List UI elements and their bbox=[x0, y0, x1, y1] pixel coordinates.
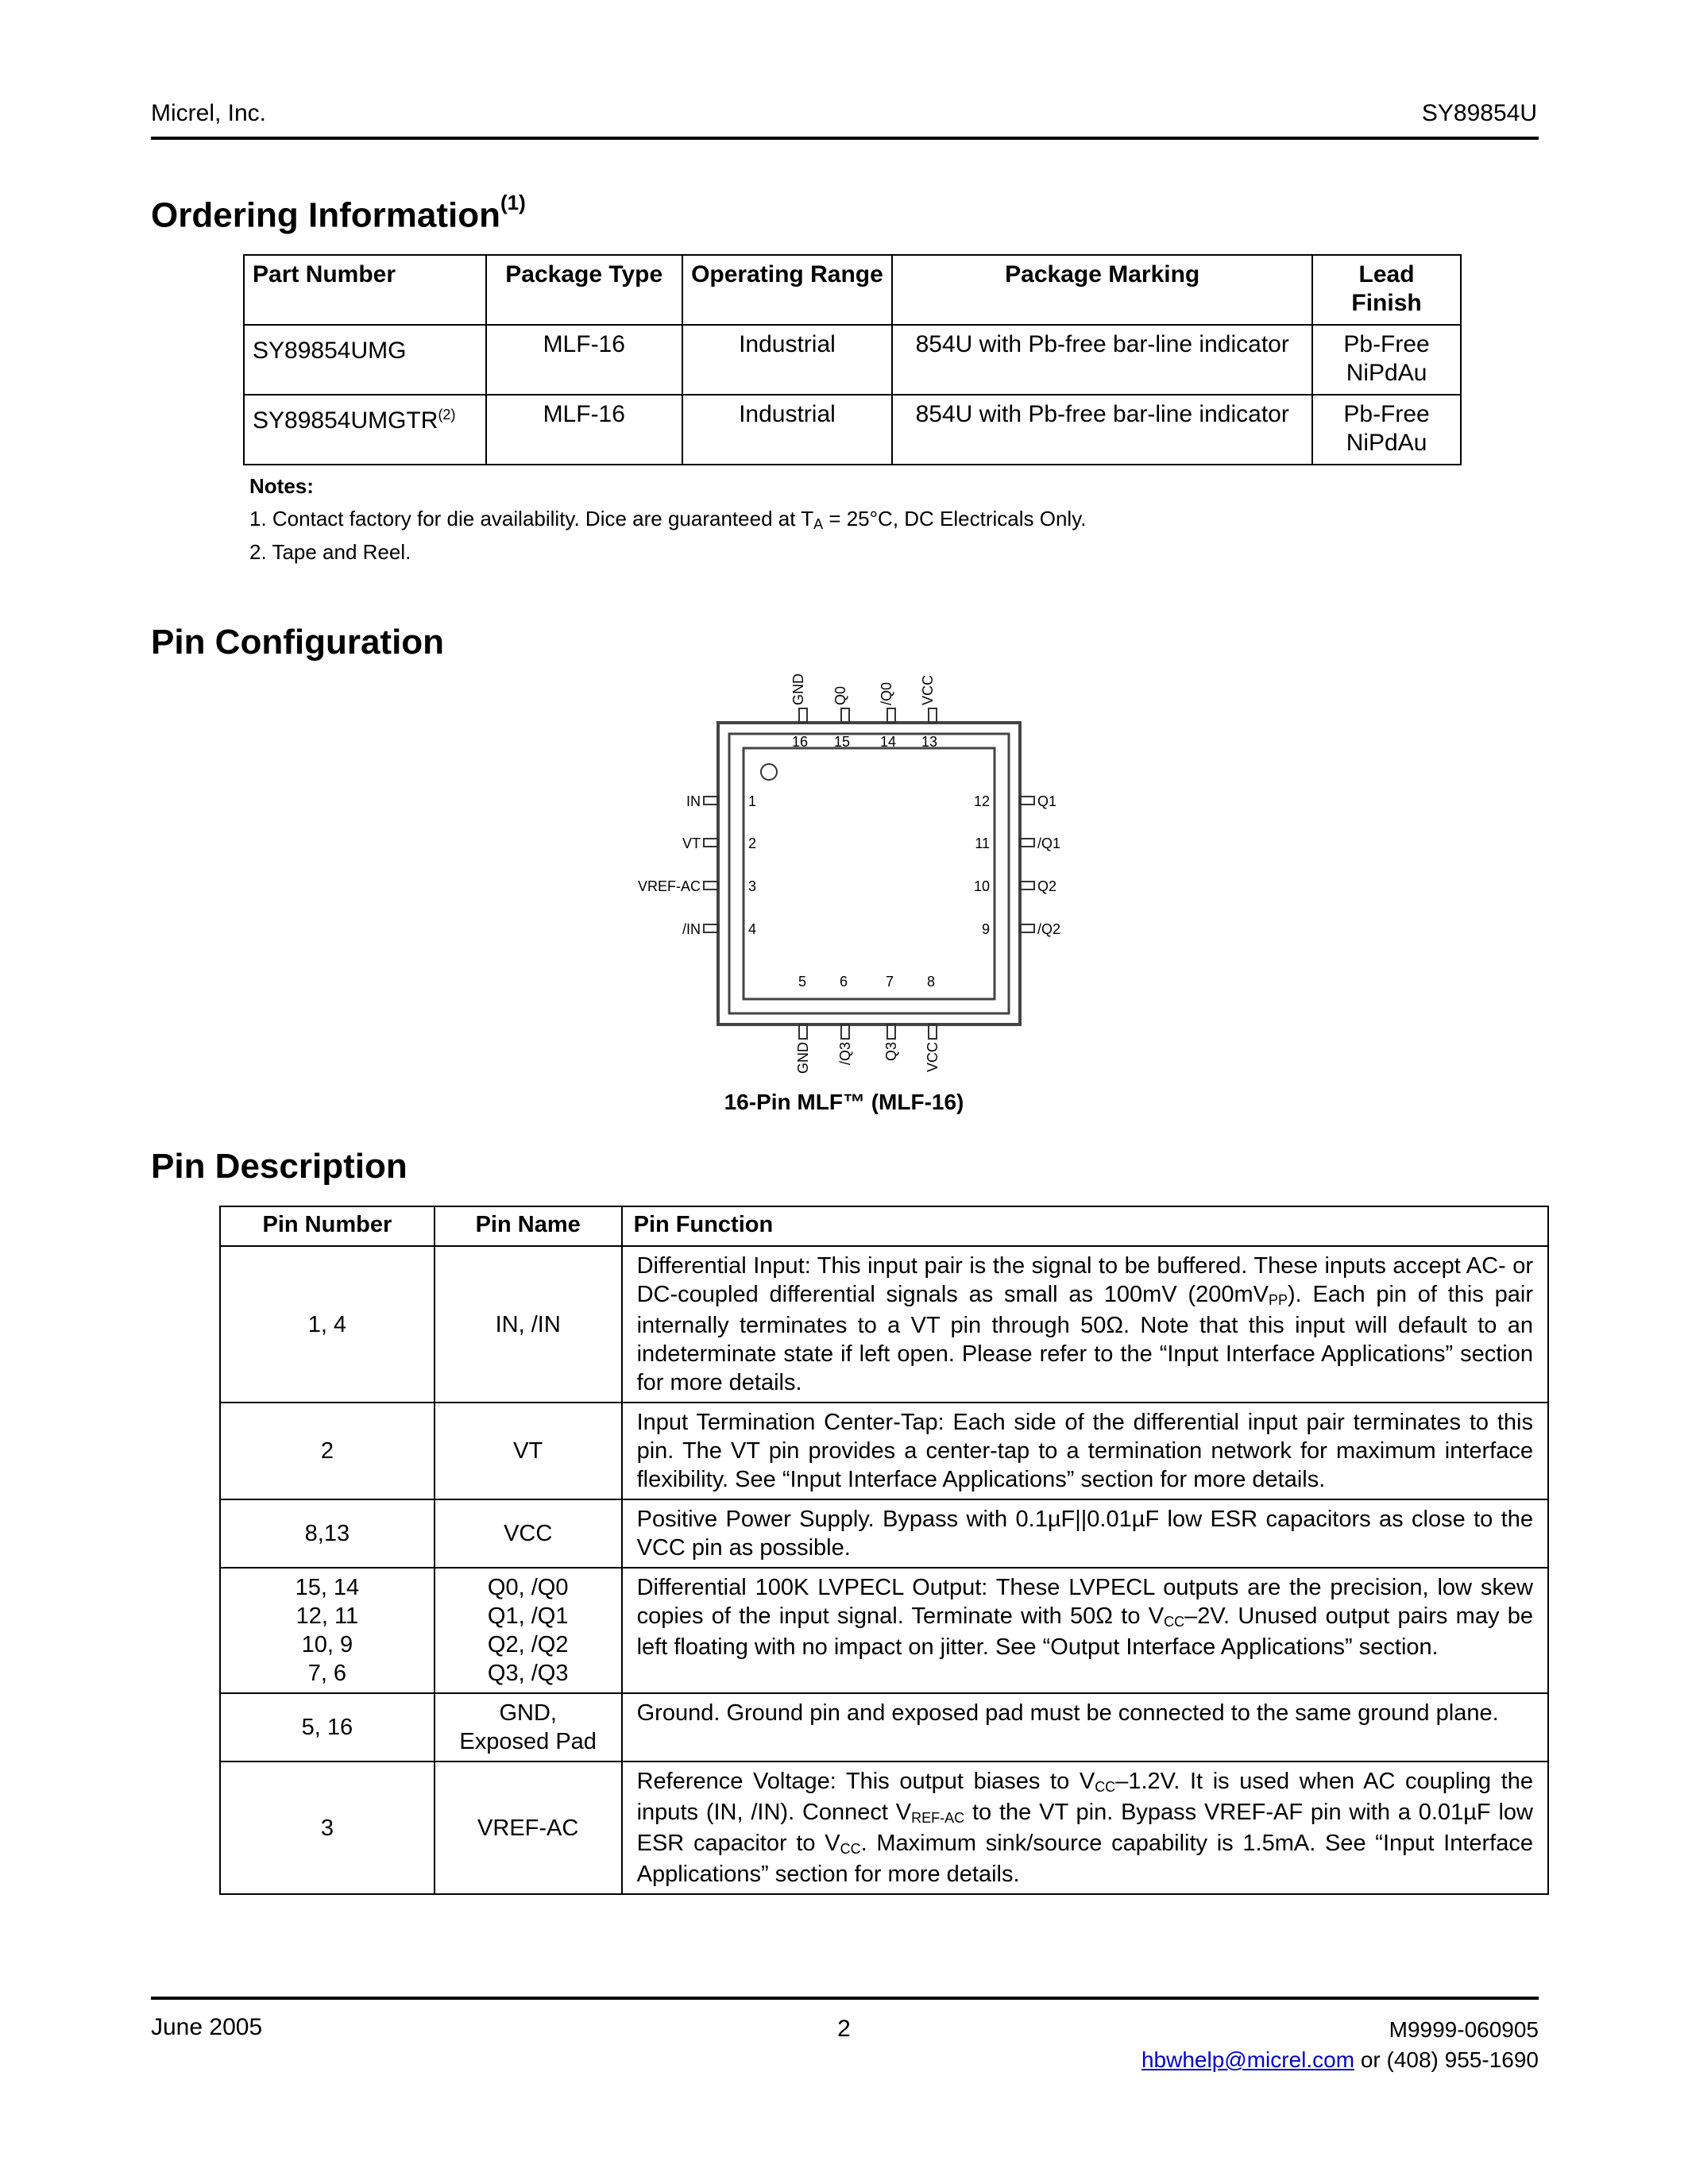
pin-description-title: Pin Description bbox=[151, 1147, 408, 1186]
cell-finish: Pb-Free NiPdAu bbox=[1312, 395, 1461, 465]
die-pad-outline bbox=[744, 748, 995, 999]
pin-number: 3 bbox=[748, 878, 757, 894]
pin-number: 16 bbox=[792, 734, 809, 750]
cell-pin-number: 3 bbox=[220, 1761, 435, 1894]
cell-marking: 854U with Pb-free bar-line indicator bbox=[892, 325, 1312, 395]
pin-pad bbox=[929, 1024, 937, 1039]
cell-marking: 854U with Pb-free bar-line indicator bbox=[892, 395, 1312, 465]
pin-label: /Q0 bbox=[879, 681, 894, 705]
pin-label: VT bbox=[682, 835, 701, 851]
cell-finish: Pb-Free NiPdAu bbox=[1312, 325, 1461, 395]
cell-pin-name: GND, Exposed Pad bbox=[435, 1693, 622, 1761]
pin-label: /Q1 bbox=[1037, 835, 1061, 851]
pin1-indicator bbox=[761, 764, 777, 780]
pin-label: VCC bbox=[925, 1042, 941, 1073]
cell-pin-function: Reference Voltage: This output biases to VCC–1.2V. It is used when AC coupling the inputs (IN, /IN). Connect VREF-AC to the VT pin. Bypass VREF-AF pin with a 0.01µF low ESR capacitor to VCC. Maximum sink/source capability is 1.5mA. See “Input Interface Applications” section for more details. bbox=[622, 1761, 1548, 1894]
pin-number: 10 bbox=[973, 878, 990, 894]
pin-label: /IN bbox=[682, 921, 701, 937]
table-row bbox=[244, 325, 1461, 395]
pin-pad bbox=[704, 924, 718, 932]
pin-number: 12 bbox=[973, 793, 990, 809]
pin-diagram-caption: 16-Pin MLF™ (MLF-16) bbox=[724, 1090, 964, 1114]
pin-description-table bbox=[219, 1206, 1549, 1895]
pin-pad bbox=[841, 708, 849, 723]
pin-number: 6 bbox=[840, 974, 848, 990]
pin-pad bbox=[1020, 924, 1034, 932]
pin-label: Q3 bbox=[883, 1042, 899, 1062]
footer-date: June 2005 bbox=[151, 2014, 263, 2040]
package-outline bbox=[718, 723, 1020, 1024]
pin-label: VCC bbox=[920, 674, 936, 705]
cell-pin-number: 15, 14 12, 11 10, 9 7, 6 bbox=[220, 1568, 435, 1693]
pin-pad bbox=[799, 1024, 807, 1039]
pin-pad bbox=[799, 708, 807, 723]
pin-pad bbox=[887, 1024, 895, 1039]
pin-pad bbox=[1020, 797, 1034, 805]
note-2: 2. Tape and Reel. bbox=[249, 540, 411, 564]
col-package-marking: Package Marking bbox=[892, 255, 1312, 325]
col-pin-name: Pin Name bbox=[435, 1206, 622, 1246]
pin-number: 8 bbox=[927, 974, 936, 990]
page-number: 2 bbox=[837, 2016, 851, 2042]
table-row bbox=[220, 1693, 1548, 1761]
footer-divider bbox=[151, 1997, 1539, 2000]
table-row bbox=[220, 1246, 1548, 1403]
cell-pin-name: VT bbox=[435, 1403, 622, 1499]
cell-pin-number: 1, 4 bbox=[220, 1246, 435, 1403]
cell-pin-function: Ground. Ground pin and exposed pad must be connected to the same ground plane. bbox=[622, 1693, 1548, 1761]
pin-number: 11 bbox=[975, 835, 990, 851]
pin-number: 14 bbox=[880, 734, 897, 750]
col-operating-range: Operating Range bbox=[682, 255, 893, 325]
pin-pad bbox=[704, 882, 718, 889]
header-divider bbox=[151, 137, 1539, 140]
header-part-number: SY89854U bbox=[1421, 100, 1537, 126]
pin-label: /Q2 bbox=[1037, 921, 1061, 937]
col-package-type: Package Type bbox=[486, 255, 682, 325]
cell-pin-name: IN, /IN bbox=[435, 1246, 622, 1403]
table-row bbox=[220, 1761, 1548, 1894]
table-row bbox=[220, 1499, 1548, 1568]
pin-pad bbox=[929, 708, 937, 723]
ordering-title: Ordering Information$^{(1)}$ bbox=[151, 191, 526, 235]
cell-pin-name: VCC bbox=[435, 1499, 622, 1568]
cell-package: MLF-16 bbox=[486, 325, 682, 395]
pin-label: Q2 bbox=[1037, 878, 1057, 894]
note-1: 1. Contact factory for die availability. Dice are guaranteed at TA = 25°C, DC Electricals Only. bbox=[249, 507, 1087, 532]
cell-pin-name: VREF-AC bbox=[435, 1761, 622, 1894]
cell-pin-name: Q0, /Q0 Q1, /Q1 Q2, /Q2 Q3, /Q3 bbox=[435, 1568, 622, 1693]
top-pins bbox=[790, 673, 937, 750]
table-row bbox=[220, 1403, 1548, 1499]
header-company: Micrel, Inc. bbox=[151, 100, 267, 126]
pin-header-row bbox=[220, 1206, 1548, 1246]
pin-label: GND bbox=[795, 1042, 811, 1074]
cell-pin-function: Input Termination Center-Tap: Each side of the differential input pair terminates to this pin. The VT pin provides a center-tap to a termination network for maximum interface flexibility. See “Input Interface Applications” section for more details. bbox=[622, 1403, 1548, 1499]
pin-number: 9 bbox=[981, 921, 990, 937]
pin-label: Q0 bbox=[832, 685, 848, 705]
table-row bbox=[220, 1568, 1548, 1693]
pin-pad bbox=[704, 839, 718, 847]
pin-label: GND bbox=[790, 673, 806, 705]
package-inner-outline bbox=[729, 734, 1009, 1013]
cell-pin-number: 2 bbox=[220, 1403, 435, 1499]
cell-part: SY89854UMG bbox=[244, 325, 486, 395]
footer-contact: hbwhelp@micrel.com or (408) 955-1690 bbox=[1141, 2047, 1539, 2072]
pin-number: 2 bbox=[748, 835, 757, 851]
left-pins bbox=[638, 793, 756, 937]
pin-number: 13 bbox=[921, 734, 938, 750]
cell-pin-function: Positive Power Supply. Bypass with 0.1µF||0.01µF low ESR capacitors as close to the VCC pin as possible. bbox=[622, 1499, 1548, 1568]
footer-doc-number: M9999-060905 bbox=[1389, 2017, 1539, 2042]
notes-title: Notes: bbox=[249, 474, 314, 498]
pin-pad bbox=[1020, 839, 1034, 847]
col-part-number: Part Number bbox=[244, 255, 486, 325]
pin-number: 4 bbox=[748, 921, 757, 937]
pin-diagram bbox=[620, 667, 1064, 1080]
ordering-header-row bbox=[244, 255, 1461, 325]
pin-pad bbox=[1020, 882, 1034, 889]
cell-pin-function: Differential Input: This input pair is the signal to be buffered. These inputs accept AC- or DC-coupled differential signals as small as 100mV (200mVPP). Each pin of this pair internally terminates to a VT pin through 50Ω. Note that this input will default to an indeterminate state if left open. Please refer to the “Input Interface Applications” section for more details. bbox=[622, 1246, 1548, 1403]
cell-range: Industrial bbox=[682, 325, 893, 395]
pin-number: 15 bbox=[834, 734, 851, 750]
ordering-table bbox=[243, 254, 1462, 465]
support-email-link[interactable]: hbwhelp@micrel.com bbox=[1141, 2047, 1355, 2072]
cell-pin-number: 5, 16 bbox=[220, 1693, 435, 1761]
col-pin-number: Pin Number bbox=[220, 1206, 435, 1246]
pin-label: VREF-AC bbox=[637, 878, 701, 894]
table-row bbox=[244, 395, 1461, 465]
pin-number: 5 bbox=[798, 974, 807, 990]
pin-config-title: Pin Configuration bbox=[151, 623, 445, 662]
pin-pad bbox=[841, 1024, 849, 1039]
right-pins bbox=[974, 793, 1060, 937]
pin-label: /Q3 bbox=[837, 1042, 853, 1066]
pin-pad bbox=[704, 797, 718, 805]
cell-pin-number: 8,13 bbox=[220, 1499, 435, 1568]
pin-number: 1 bbox=[748, 793, 757, 809]
col-lead-finish: Lead Finish bbox=[1312, 255, 1461, 325]
col-pin-function: Pin Function bbox=[622, 1206, 1548, 1246]
pin-label: Q1 bbox=[1037, 793, 1057, 809]
pin-pad bbox=[887, 708, 895, 723]
pin-label: IN bbox=[686, 793, 701, 809]
cell-pin-function: Differential 100K LVPECL Output: These LVPECL outputs are the precision, low skew copies of the input signal. Terminate with 50Ω to VCC–2V. Unused output pairs may be left floating with no impact on jitter. See “Output Interface Applications” section. bbox=[622, 1568, 1548, 1693]
cell-part: SY89854UMGTR$^{(2)}$ bbox=[244, 395, 486, 465]
cell-range: Industrial bbox=[682, 395, 893, 465]
cell-package: MLF-16 bbox=[486, 395, 682, 465]
pin-number: 7 bbox=[886, 974, 894, 990]
